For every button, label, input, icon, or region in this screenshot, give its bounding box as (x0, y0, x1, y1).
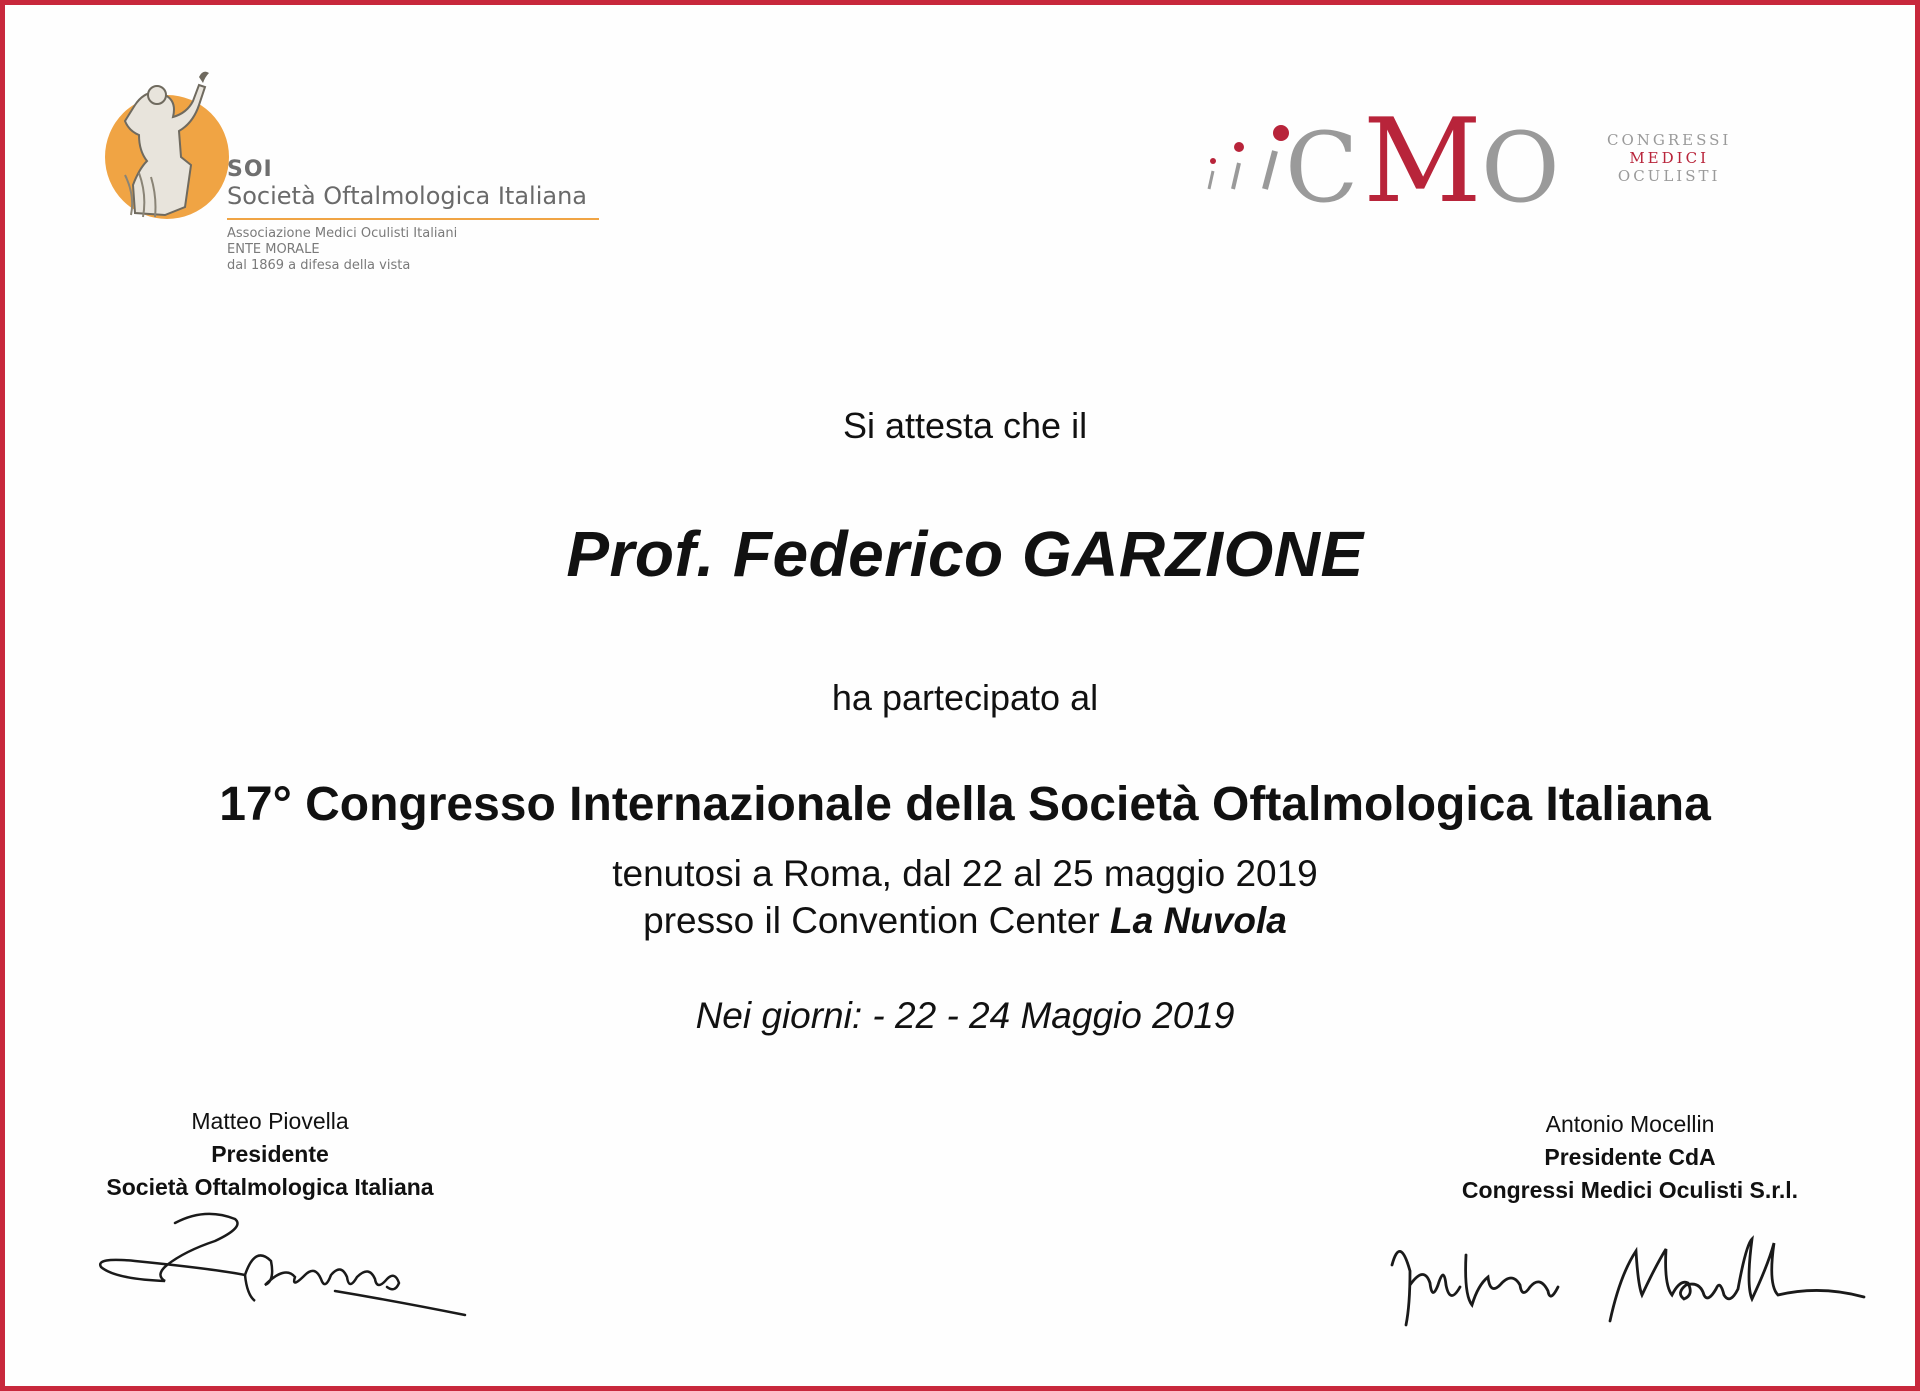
cmo-letters: M (1363, 97, 1482, 207)
signatory-left (70, 1105, 470, 1204)
signatory-org: Congressi Medici Oculisti S.r.l. (1461, 1177, 1799, 1203)
soi-abbreviation: SOI (227, 157, 273, 182)
cmo-letters: O (1481, 112, 1560, 207)
cmo-word: CONGRESSI (1607, 131, 1732, 149)
attendance-days: Nei giorni: - 22 - 24 Maggio 2019 (695, 995, 1235, 1036)
soi-full-name: Società Oftalmologica Italiana (227, 182, 587, 210)
congress-title: 17° Congresso Internazionale della Società Oftalmologica Italiana (219, 778, 1711, 831)
venue-line: tenutosi a Roma, dal 22 al 25 maggio 2019 (612, 853, 1318, 894)
intro-text: Si attesta che il (842, 405, 1088, 446)
venue-line (5, 900, 1920, 942)
cmo-word: MEDICI (1629, 149, 1709, 167)
soi-sub-line: ENTE MORALE (227, 242, 320, 257)
cmo-wordmark-icon (1203, 97, 1603, 207)
venue-name: La Nuvola (1110, 900, 1287, 941)
soi-sub-line: dal 1869 a difesa della vista (227, 258, 411, 273)
cmo-logo (1203, 97, 1743, 217)
signatory-name: Matteo Piovella (191, 1108, 349, 1134)
soi-subtitle (227, 226, 599, 274)
recipient-name: Prof. Federico GARZIONE (566, 518, 1364, 590)
signatory-right (1425, 1108, 1835, 1207)
cmo-letters: C (1285, 112, 1359, 207)
participation-text: ha partecipato al (831, 677, 1099, 718)
soi-sub-line: Associazione Medici Oculisti Italiani (227, 226, 458, 241)
signatory-role: Presidente CdA (1544, 1144, 1716, 1170)
signature-right-icon (1380, 1225, 1870, 1335)
cmo-word: OCULISTI (1617, 167, 1721, 185)
signatory-org: Società Oftalmologica Italiana (106, 1174, 434, 1200)
signatory-name: Antonio Mocellin (1545, 1111, 1715, 1137)
signatory-role: Presidente (211, 1141, 329, 1167)
soi-logo (95, 65, 655, 285)
soi-divider (227, 218, 599, 220)
soi-statue-emblem-icon (95, 65, 230, 225)
venue-prefix: presso il Convention Center (643, 900, 1111, 941)
signature-left-icon (95, 1205, 475, 1335)
cmo-words (1607, 131, 1731, 185)
